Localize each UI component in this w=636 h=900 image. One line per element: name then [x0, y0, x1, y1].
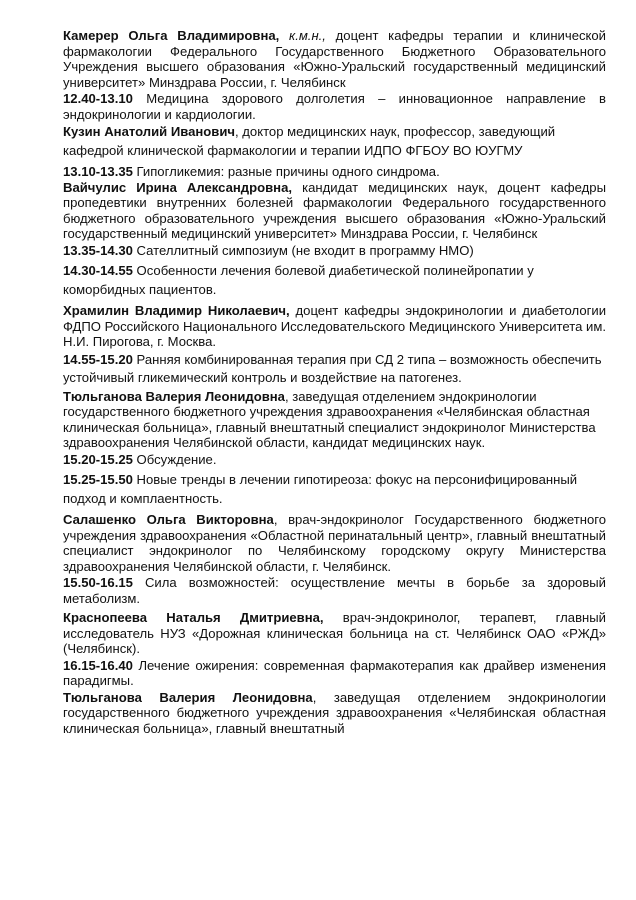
talk-time: 12.40-13.10	[63, 91, 133, 106]
talk-title: Сила возможностей: осуществление мечты в борьбе за здоровый метаболизм.	[63, 575, 606, 606]
speaker-entry	[63, 180, 606, 242]
talk-time: 16.15-16.40	[63, 657, 133, 673]
talk-title: Новые тренды в лечении гипотиреоза: фокус на персонифицированный подход и комплаентность.	[63, 472, 578, 506]
talk-title: Лечение ожирения: современная фармакотерапия как драйвер изменения парадигмы.	[63, 657, 606, 688]
speaker-name: Краснопеева Наталья Дмитриевна,	[63, 610, 324, 625]
talk-title: Особенности лечения болевой диабетической полинейропатии у коморбидных пациентов.	[63, 263, 534, 297]
speaker-affiliation: , заведущая отделением эндокринологии государственного бюджетного учреждения здравоохранения «Челябинская областная клиническая больница», главный внештатный специалист эндокринолог Министерства здравоохранения Челябинской области, кандидат медицинских наук.	[63, 388, 596, 450]
talk-time: 15.20-15.25	[63, 451, 133, 467]
talk-entry	[63, 351, 606, 388]
speaker-entry	[63, 610, 606, 657]
speaker-entry	[63, 690, 606, 737]
talk-time: 13.35-14.30	[63, 242, 133, 258]
talk-entry	[63, 243, 606, 259]
speaker-name: Вайчулис Ирина Александровна,	[63, 179, 292, 195]
speaker-name: Храмилин Владимир Николаевич,	[63, 303, 290, 318]
speaker-affiliation: , врач-эндокринолог Государственного бюджетного учреждения здравоохранения «Областной перинатальный центр», главный внештатный специалист эндокринолог по Челябинскому городскому округу Министерства здравоохранения Челябинской области, г. Челябинск.	[63, 512, 607, 574]
speaker-entry	[63, 303, 606, 350]
talk-entry	[63, 471, 606, 508]
talk-entry	[63, 164, 606, 180]
talk-time: 14.55-15.20	[63, 351, 133, 367]
speaker-entry	[63, 512, 606, 574]
speaker-name: Камерер Ольга Владимировна,	[63, 28, 280, 43]
talk-title: Обсуждение.	[136, 451, 217, 467]
speaker-name: Салашенко Ольга Викторовна	[63, 512, 274, 527]
talk-entry	[63, 262, 606, 299]
speaker-name: Тюльганова Валерия Леонидовна	[63, 689, 313, 705]
speaker-affiliation: , доктор медицинских наук, профессор, заведующий кафедрой клинической фармакологии и терапии ИДПО ФГБОУ ВО ЮУГМУ	[63, 124, 556, 158]
talk-time: 14.30-14.55	[63, 263, 133, 278]
speaker-entry	[63, 28, 606, 90]
talk-title: Медицина здорового долголетия – инновационное направление в эндокринологии и кардиологии.	[63, 91, 606, 122]
talk-title: Ранняя комбинированная терапия при СД 2 типа – возможность обеспечить устойчивый гликемический контроль и воздействие на патогенез.	[63, 351, 602, 385]
talk-time: 13.10-13.35	[63, 164, 133, 179]
program-page	[63, 28, 606, 736]
talk-entry	[63, 91, 606, 122]
talk-entry	[63, 452, 606, 468]
talk-entry	[63, 575, 606, 606]
speaker-affiliation: доцент кафедры эндокринологии и диабетологии ФДПО Российского Национального Исследовательского Медицинского Университета им. Н.И. Пирогова, г. Москва.	[63, 303, 607, 349]
speaker-degree: к.м.н.,	[289, 28, 326, 43]
speaker-affiliation: кандидат медицинских наук, доцент кафедры пропедевтики внутренних болезней фармакологии Федерального государственного бюджетного образовательного учреждения высшего образования «Южно-Уральский государственный медицинский университет» Минздрава России, г. Челябинск	[63, 179, 607, 241]
talk-title: Сателлитный симпозиум (не входит в программу НМО)	[136, 242, 474, 258]
speaker-name: Кузин Анатолий Иванович	[63, 124, 235, 139]
talk-time: 15.25-15.50	[63, 472, 133, 487]
speaker-entry	[63, 123, 606, 160]
speaker-entry	[63, 389, 606, 451]
talk-title: Гипогликемия: разные причины одного синдрома.	[136, 164, 440, 179]
speaker-affiliation: , заведущая отделением эндокринологии государственного бюджетного учреждения здравоохранения «Челябинская областная клиническая больница», главный внештатный	[63, 689, 606, 736]
speaker-affiliation: доцент кафедры терапии и клинической фармакологии Федерального Государственного Бюджетного Образовательного Учреждения высшего образования «Южно-Уральский государственный медицинский университет» Минздрава России, г. Челябинск	[63, 28, 606, 90]
talk-time: 15.50-16.15	[63, 575, 133, 590]
speaker-affiliation: врач-эндокринолог, терапевт, главный исследователь НУЗ «Дорожная клиническая больница на ст. Челябинск ОАО «РЖД» (Челябинск).	[63, 610, 606, 656]
talk-entry	[63, 658, 606, 689]
speaker-name: Тюльганова Валерия Леонидовна	[63, 388, 285, 404]
